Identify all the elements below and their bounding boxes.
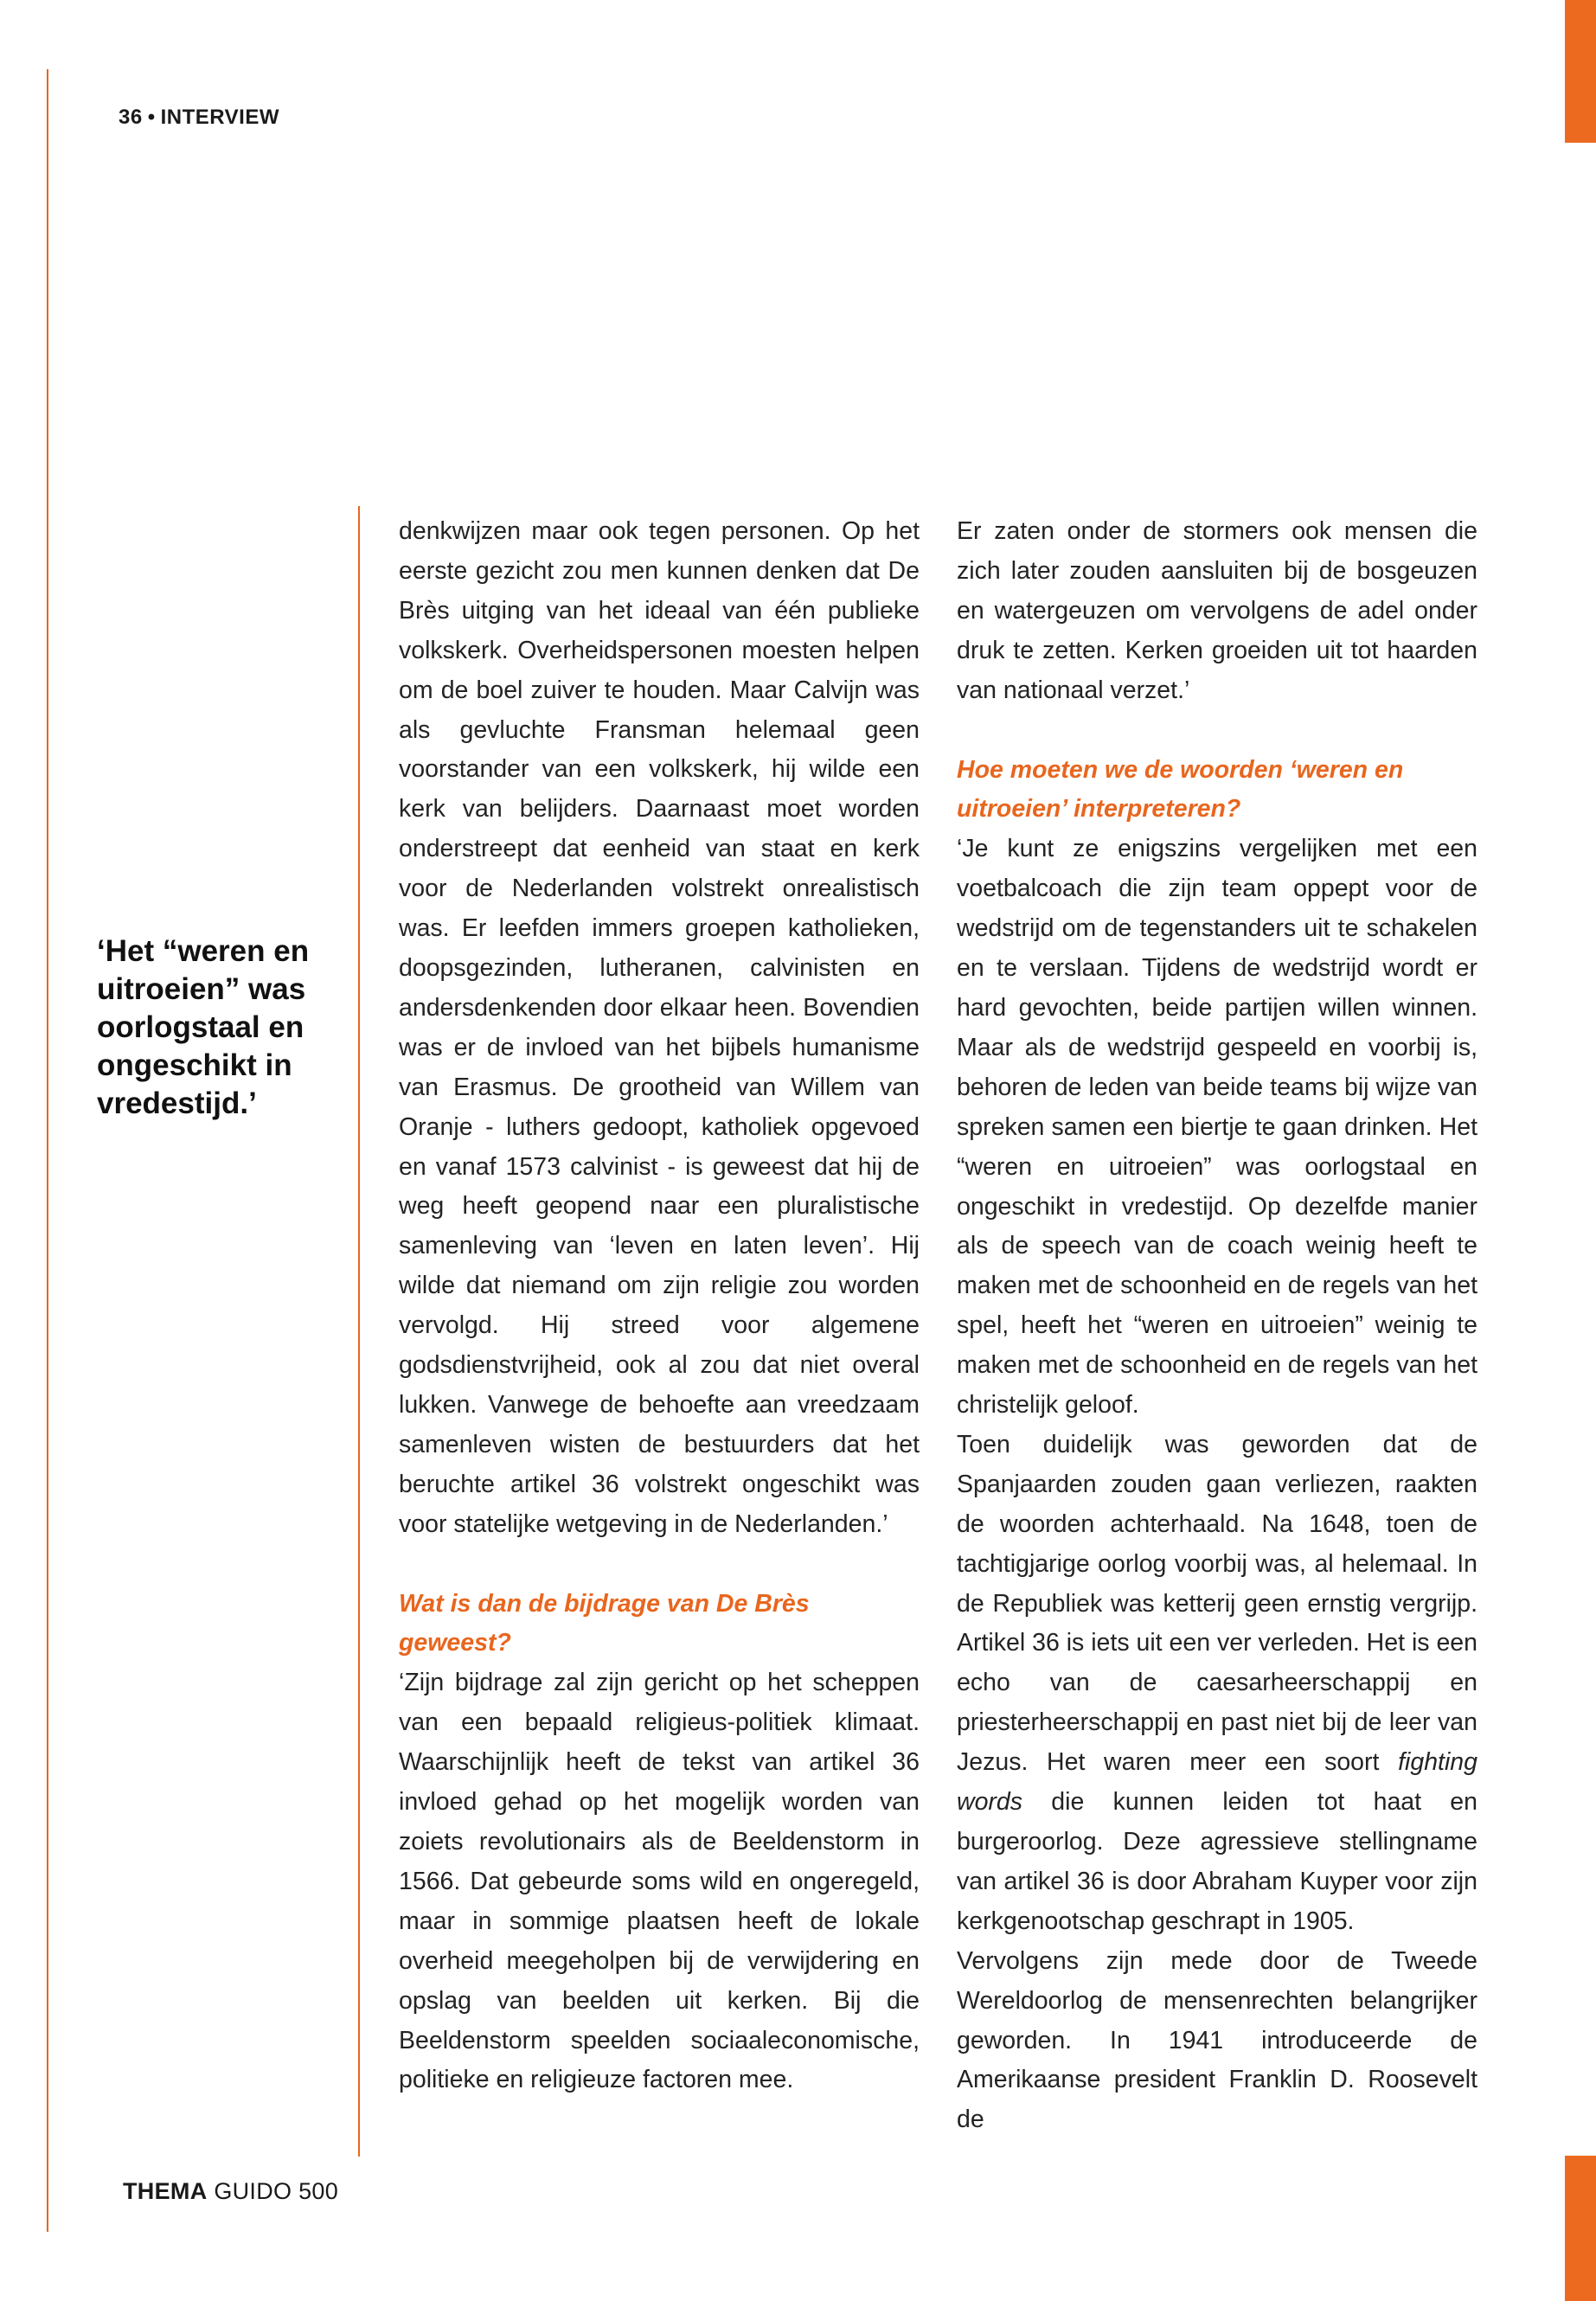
page-header [119,106,279,130]
interview-question: Wat is dan de bijdrage van De Brès geweest? [399,1589,810,1657]
paragraph-text: die kunnen leiden tot haat en burgeroorlog. Deze agressieve stellingname van artikel 36 is door Abraham Kuyper voor zijn kerkgenootschap geschrapt in 1905. [957,1788,1478,1935]
paragraph: denkwijzen maar ook tegen personen. Op het eerste gezicht zou men kunnen denken dat De Brès uitging van het ideaal van één publieke volkskerk. Overheidspersonen moesten helpen om de boel zuiver te houden. Maar Calvijn was als gevluchte Fransman helemaal geen voorstander van een volkskerk, hij wilde een kerk van belijders. Daarnaast moet worden onderstreept dat eenheid van staat en kerk voor de Nederlanden volstrekt onrealistisch was. Er leefden immers groepen katholieken, doopsgezinden, lutheranen, calvinisten en andersdenkenden door elkaar heen. Bovendien was er de invloed van het bijbels humanisme van Erasmus. De grootheid van Willem van Oranje - luthers gedoopt, katholiek opgevoed en vanaf 1573 calvinist - is geweest dat hij de weg heeft geopend naar een pluralistische samenleving van ‘leven en laten leven’. Hij wilde dat niemand om zijn religie zou worden vervolgd. Hij streed voor algemene godsdienstvrijheid, ook al zou dat niet overal lukken. Vanwege de behoefte aan vreedzaam samenleven wisten de bestuurders dat het beruchte artikel 36 volstrekt ongeschikt was voor statelijke wetgeving in de Nederlanden.’ [399,517,920,1538]
paragraph-text: Toen duidelijk was geworden dat de Spanjaarden zouden gaan verliezen, raakten de woorden achterhaald. Na 1648, toen de tachtigjarige oorlog voorbij was, al helemaal. In de Republiek was ketterij geen ernstig vergrijp. Artikel 36 is iets uit een ver verleden. Het is een echo van de caesarheerschappij en priesterheerschappij en past niet bij de leer van Jezus. Het waren meer een soort [957,1430,1477,1777]
footer-issue: GUIDO 500 [214,2178,339,2204]
paragraph: ‘Zijn bijdrage zal zijn gericht op het scheppen van een bepaald religieus-politiek klimaat. Waarschijnlijk heeft de tekst van artikel 36 invloed gehad op het mogelijk worden van zoiets revolutionairs als de Beeldenstorm in 1566. Dat gebeurde soms wild en ongeregeld, maar in sommige plaatsen heeft de lokale overheid meegeholpen bij de verwijdering en opslag van beelden uit kerken. Bij die Beeldenstorm speelden sociaaleconomische, politieke en religieuze factoren mee. [399,1669,920,2094]
page-number: 36 [119,106,143,129]
footer-brand [123,2178,338,2205]
paragraph: Vervolgens zijn mede door de Tweede Wereldoorlog de mensenrechten belangrijker geworden. In 1941 introduceerde de Amerikaanse president Franklin D. Roosevelt de [957,1946,1477,2134]
interview-question: Hoe moeten we de woorden ‘weren en uitroeien’ interpreteren? [957,755,1404,824]
pull-quote: ‘Het “weren en uitroeien” was oorlogstaal en ongeschikt in vredestijd.’ [97,934,310,1120]
column-rule [358,506,360,2157]
article-column-left [399,512,920,2100]
paragraph: ‘Je kunt ze enigszins vergelijken met een voetbalcoach die zijn team oppept voor de wedstrijd om de tegenstanders uit te schakelen en te verslaan. Tijdens de wedstrijd wordt er hard gevochten, beide partijen willen winnen. Maar als de wedstrijd gespeeld en voorbij is, behoren de leden van beide teams bij wijze van spreken samen een biertje te gaan drinken. Het “weren en uitroeien” was oorlogstaal en ongeschikt in vredestijd. Op dezelfde manier als de speech van de coach weinig heeft te maken met de schoonheid en de regels van het spel, heeft het “weren en uitroeien” weinig te maken met de schoonheid en de regels van het christelijk geloof. [957,835,1477,1420]
article-column-right [957,512,1477,2140]
section-label: INTERVIEW [160,106,280,129]
paragraph: Er zaten onder de stormers ook mensen die zich later zouden aansluiten bij de bosgeuzen en watergeuzen om vervolgens de adel onder druk te zetten. Kerken groeiden uit tot haarden van nationaal verzet.’ [957,517,1477,704]
left-margin-rule [47,69,48,2232]
emphasis-text: fighting words [957,1748,1477,1817]
header-separator: • [147,106,156,129]
footer-brand-name: THEMA [123,2178,208,2204]
paragraph [957,1426,1477,1942]
orange-edge-tab-top [1565,0,1596,143]
orange-edge-tab-bottom [1565,2156,1596,2301]
